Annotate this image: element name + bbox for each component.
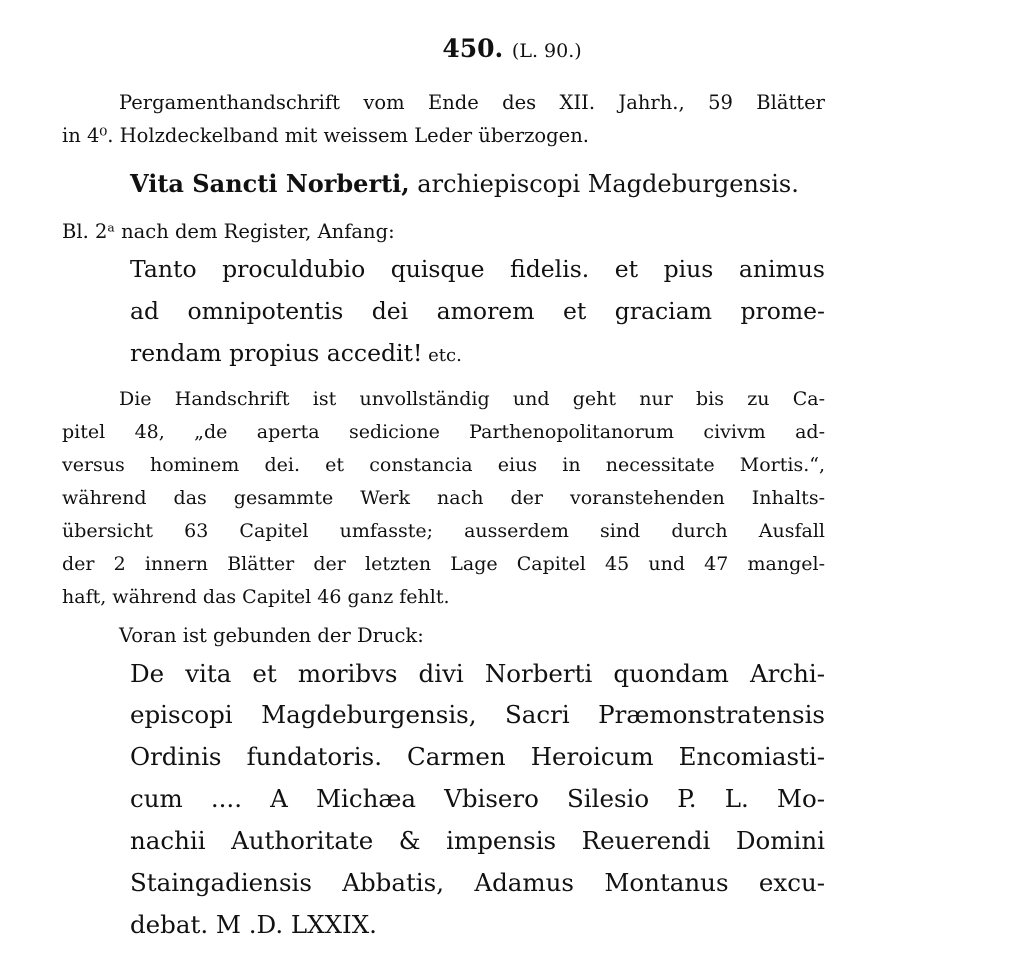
print-label: Voran ist gebunden der Druck: bbox=[119, 624, 424, 647]
incipit-line-3-text: rendam propius accedit! bbox=[130, 339, 423, 367]
description-line-1: Pergamenthandschrift vom Ende des XII. Jahrh., 59 Blätter bbox=[119, 91, 825, 114]
note-line-6: der 2 innern Blätter der letzten Lage Capitel 45 und 47 mangel- bbox=[62, 553, 825, 575]
note-line-3: versus hominem dei. et constancia eius in necessitate Mortis.“, bbox=[62, 454, 825, 476]
print-line-3: Ordinis fundatoris. Carmen Heroicum Encomiasti- bbox=[130, 742, 825, 771]
print-line-6: Staingadiensis Abbatis, Adamus Montanus excu- bbox=[130, 868, 825, 897]
print-line-7: debat. M .D. LXXIX. bbox=[130, 910, 377, 939]
print-line-1: De vita et moribvs divi Norberti quondam Archi- bbox=[130, 659, 825, 688]
incipit-line-2: ad omnipotentis dei amorem et graciam prome- bbox=[130, 297, 825, 325]
note-line-2: pitel 48, „de aperta sedicione Parthenopolitanorum civivm ad- bbox=[62, 421, 825, 443]
entry-number: 450. bbox=[442, 34, 504, 63]
work-title-rest: archiepiscopi Magdeburgensis. bbox=[409, 170, 799, 198]
note-line-5: übersicht 63 Capitel umfasste; ausserdem sind durch Ausfall bbox=[62, 520, 825, 542]
note-line-7: haft, während das Capitel 46 ganz fehlt. bbox=[62, 586, 450, 608]
incipit-line-3 bbox=[130, 339, 462, 367]
start-label: Bl. 2ᵃ nach dem Register, Anfang: bbox=[62, 220, 395, 243]
incipit-etc: etc. bbox=[422, 345, 462, 366]
incipit-line-1: Tanto proculdubio quisque fidelis. et pius animus bbox=[130, 255, 825, 283]
entry-heading bbox=[0, 36, 1024, 61]
entry-shelfmark: (L. 90.) bbox=[511, 40, 582, 62]
work-title-bold: Vita Sancti Norberti, bbox=[130, 169, 410, 198]
note-line-1: Die Handschrift ist unvollständig und geht nur bis zu Ca- bbox=[119, 388, 825, 410]
print-line-2: episcopi Magdeburgensis, Sacri Præmonstratensis bbox=[130, 700, 825, 729]
description-line-2: in 4⁰. Holzdeckelband mit weissem Leder überzogen. bbox=[62, 124, 589, 147]
print-line-4: cum .... A Michæa Vbisero Silesio P. L. Mo- bbox=[130, 784, 825, 813]
work-title bbox=[130, 169, 799, 198]
print-line-5: nachii Authoritate & impensis Reuerendi Domini bbox=[130, 826, 825, 855]
note-line-4: während das gesammte Werk nach der voranstehenden Inhalts- bbox=[62, 487, 825, 509]
